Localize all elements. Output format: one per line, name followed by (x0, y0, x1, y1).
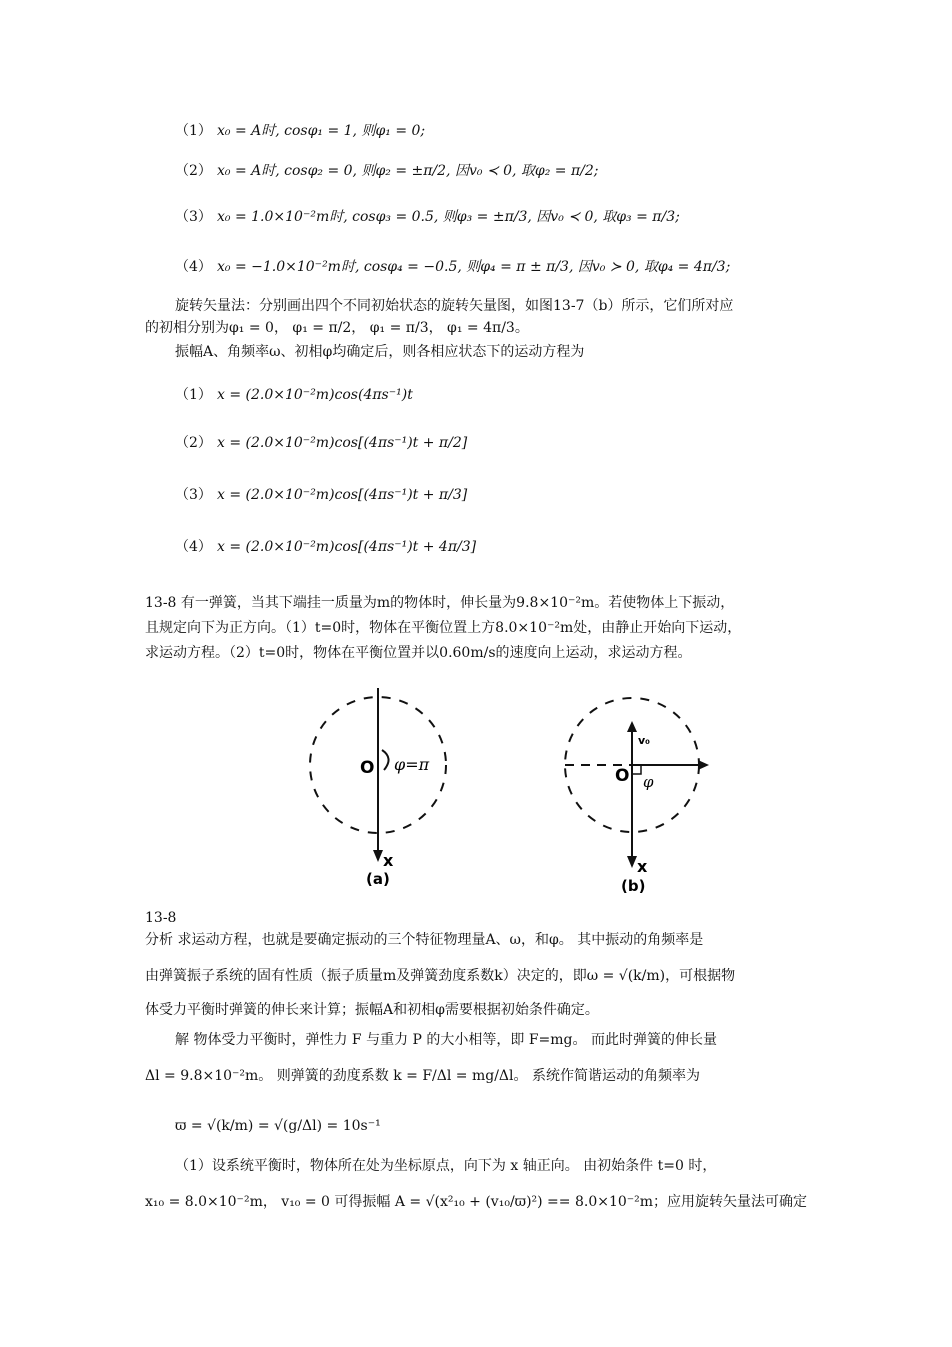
solution-line-4: x₁₀ = 8.0×10⁻²m， v₁₀ = 0 可得振幅 A = √(x²₁₀ + (v₁₀/ϖ)²) == 8.0×10⁻²m；应用旋转矢量法可确定 (145, 1194, 808, 1210)
velocity-arrow-icon (627, 721, 637, 732)
right-angle-mark (632, 765, 641, 774)
velocity-label: v₀ (638, 734, 650, 747)
eq-number: （1） (175, 387, 212, 403)
state-eq-1 (175, 120, 425, 140)
analysis-heading: 13-8 (145, 910, 177, 926)
solution-line-2: Δl = 9.8×10⁻²m。 则弹簧的劲度系数 k = F/Δl = mg/Δl。 系统作简谐运动的角频率为 (145, 1068, 700, 1084)
origin-label: O (360, 758, 375, 778)
x-axis-label: x (637, 857, 648, 876)
analysis-line-3: 体受力平衡时弹簧的伸长来计算；振幅A和初相φ需要根据初始条件确定。 (145, 1002, 599, 1018)
x-axis-arrow-icon (373, 850, 383, 862)
solution-omega-eq: ϖ = √(k/m) = √(g/Δl) = 10s⁻¹ (175, 1118, 381, 1134)
rotation-para-line-1: 旋转矢量法：分别画出四个不同初始状态的旋转矢量图，如图13-7（b）所示，它们所对应 (175, 298, 734, 314)
x-axis-label: x (383, 851, 394, 870)
eq-number: （1） (175, 123, 212, 139)
state-eq-2 (175, 160, 599, 180)
analysis-line-2: 由弹簧振子系统的固有性质（振子质量m及弹簧劲度系数k）决定的，即ω = √(k/m)，可根据物 (145, 968, 736, 984)
phase-label: φ=π (394, 755, 430, 774)
eq-text: x = (2.0×10⁻²m)cos[(4πs⁻¹)t + π/3] (217, 487, 468, 503)
rotation-vector-arrow-icon (698, 760, 709, 770)
solution-line-1: 解 物体受力平衡时，弹性力 F 与重力 P 的大小相等，即 F=mg。 而此时弹簧的伸长量 (175, 1032, 717, 1048)
eq-text: x = (2.0×10⁻²m)cos[(4πs⁻¹)t + 4π/3] (217, 539, 477, 555)
problem-line-3: 求运动方程。（2）t=0时，物体在平衡位置并以0.60m/s的速度向上运动，求运动方程。 (145, 645, 692, 661)
rotation-para-line-3: 振幅A、角频率ω、初相φ均确定后，则各相应状态下的运动方程为 (175, 344, 585, 360)
eq-number: （2） (175, 163, 212, 179)
eq-text: x₀ = −1.0×10⁻²m时, cosφ₄ = −0.5, 则φ₄ = π ± π/3, 因v₀ ≻ 0, 取φ₄ = 4π/3; (217, 259, 731, 275)
x-axis-arrow-icon (627, 856, 637, 868)
motion-eq-1 (175, 384, 413, 404)
motion-eq-4 (175, 536, 476, 556)
origin-label: O (615, 766, 630, 786)
analysis-line-1: 分析 求运动方程，也就是要确定振动的三个特征物理量A、ω，和φ。 其中振动的角频率是 (145, 932, 704, 948)
state-eq-3 (175, 206, 680, 226)
angle-arc (382, 750, 389, 770)
problem-line-2: 且规定向下为正方向。（1）t=0时，物体在平衡位置上方8.0×10⁻²m处，由静止开始向下运动， (145, 620, 742, 636)
solution-line-3: （1）设系统平衡时，物体所在处为坐标原点，向下为 x 轴正向。 由初始条件 t=0 时， (175, 1158, 717, 1174)
motion-eq-2 (175, 432, 467, 452)
eq-text: x = (2.0×10⁻²m)cos[(4πs⁻¹)t + π/2] (217, 435, 468, 451)
motion-eq-3 (175, 484, 467, 504)
figure-a (290, 680, 480, 895)
eq-number: （3） (175, 487, 212, 503)
eq-text: x₀ = 1.0×10⁻²m时, cosφ₃ = 0.5, 则φ₃ = ±π/3, 因v₀ ≺ 0, 取φ₃ = π/3; (217, 209, 680, 225)
eq-number: （4） (175, 259, 212, 275)
figure-caption: (b) (621, 877, 646, 895)
eq-number: （3） (175, 209, 212, 225)
phase-label: φ (643, 773, 654, 791)
eq-text: x = (2.0×10⁻²m)cos(4πs⁻¹)t (217, 387, 413, 403)
eq-text: x₀ = A时, cosφ₁ = 1, 则φ₁ = 0; (217, 123, 426, 139)
figure-b (555, 680, 735, 900)
rotation-para-line-2: 的初相分别为φ₁ = 0， φ₁ = π/2， φ₁ = π/3， φ₁ = 4π/3。 (145, 320, 529, 336)
state-eq-4 (175, 256, 730, 276)
eq-number: （2） (175, 435, 212, 451)
eq-text: x₀ = A时, cosφ₂ = 0, 则φ₂ = ±π/2, 因v₀ ≺ 0, 取φ₂ = π/2; (217, 163, 599, 179)
eq-number: （4） (175, 539, 212, 555)
problem-line-1: 13-8 有一弹簧，当其下端挂一质量为m的物体时，伸长量为9.8×10⁻²m。若使物体上下振动， (145, 595, 735, 611)
figure-caption: (a) (366, 870, 390, 888)
